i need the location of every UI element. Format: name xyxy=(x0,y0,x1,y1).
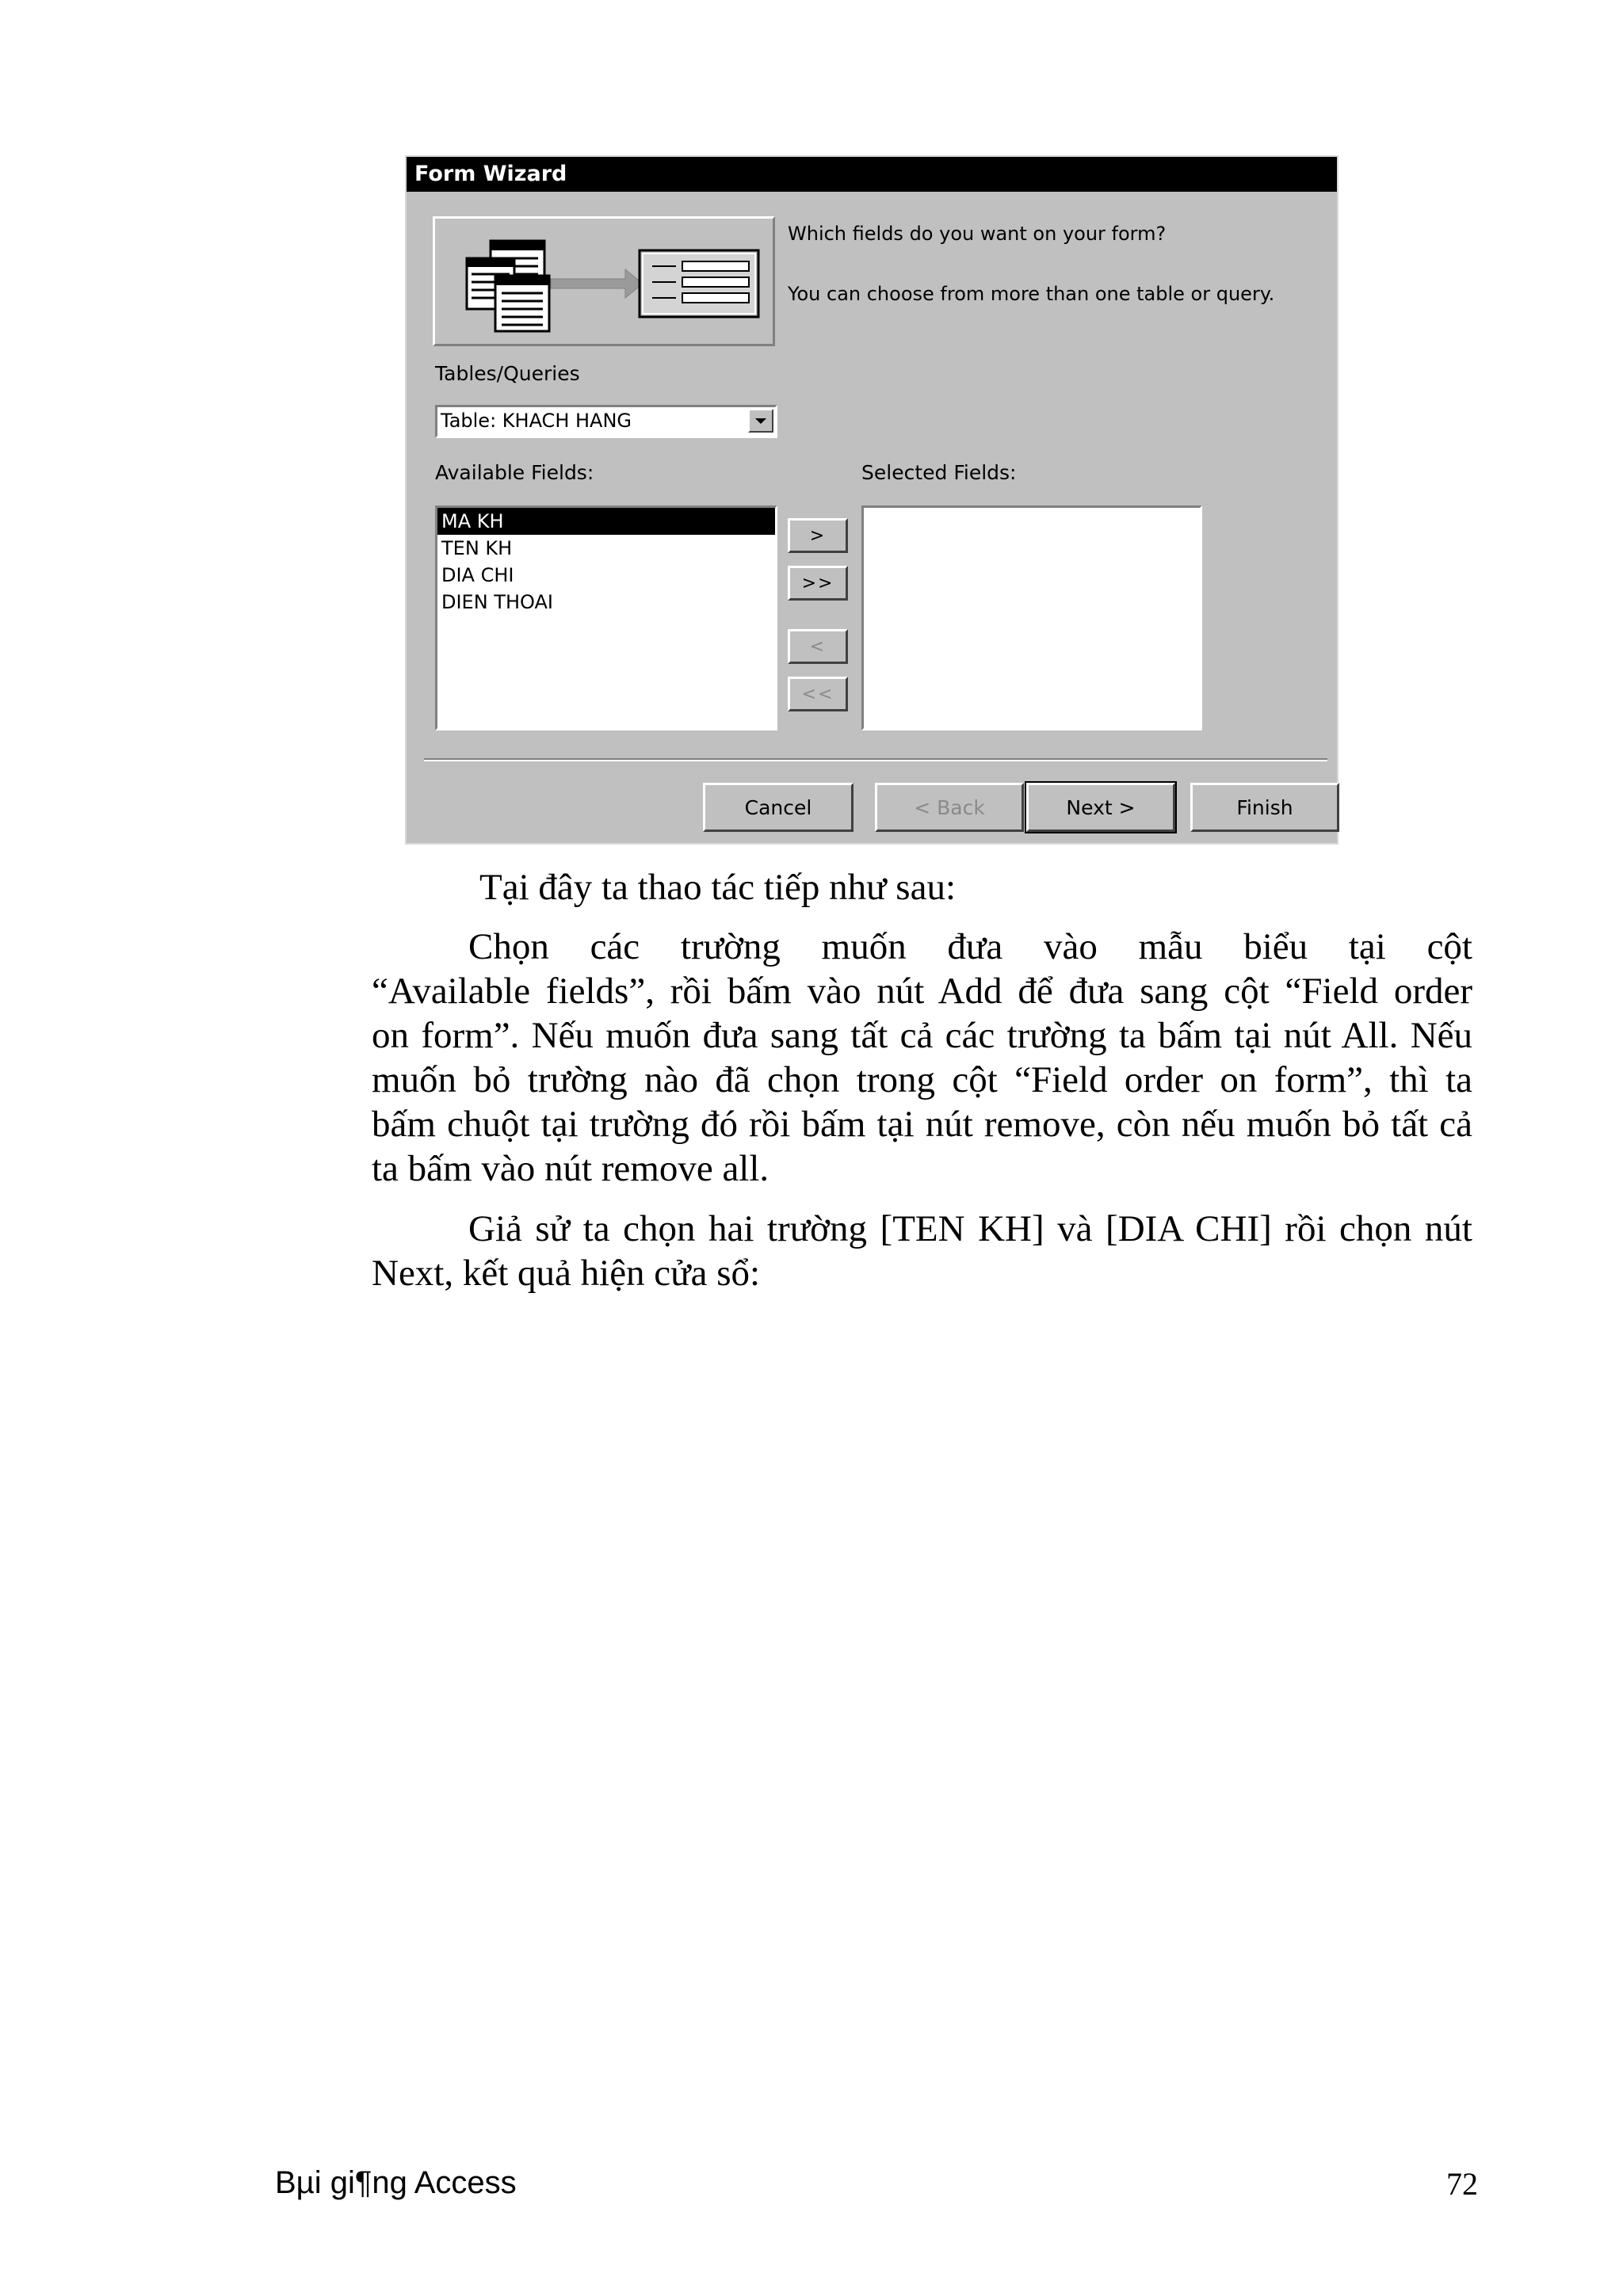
list-item-dia-chi[interactable]: DIA CHI xyxy=(441,564,514,586)
footer-title: Bµi gi¶ng Access xyxy=(275,2165,517,2200)
list-item-ten-kh[interactable]: TEN KH xyxy=(441,537,513,559)
paragraph-line: “Available fields”, rồi bấm vào nút Add để đưa sang cột “Field order xyxy=(372,971,1472,1012)
tables-to-form-icon xyxy=(435,219,773,344)
window-title: Form Wizard xyxy=(407,157,1337,192)
combobox-value: Table: KHACH HANG xyxy=(441,410,632,432)
tables-queries-combobox[interactable] xyxy=(435,405,777,438)
add-field-button[interactable]: > xyxy=(788,518,848,553)
back-button[interactable]: < Back xyxy=(875,783,1024,832)
tables-queries-label: Tables/Queries xyxy=(435,362,580,385)
button-separator xyxy=(424,758,1327,761)
available-fields-list[interactable] xyxy=(435,505,777,730)
finish-button[interactable]: Finish xyxy=(1190,783,1339,832)
list-item-ma-kh[interactable]: MA KH xyxy=(437,508,775,535)
paragraph-line: Giả sử ta chọn hai trường [TEN KH] và [DIA CHI] rồi chọn nút xyxy=(468,1208,1472,1249)
selected-fields-label: Selected Fields: xyxy=(861,461,1017,484)
wizard-prompt-question: Which fields do you want on your form? xyxy=(788,223,1167,245)
paragraph-line: on form”. Nếu muốn đưa sang tất cả các trường ta bấm tại nút All. Nếu xyxy=(372,1015,1472,1056)
wizard-illustration xyxy=(433,216,775,346)
intro-paragraph: Tại đây ta thao tác tiếp như sau: xyxy=(479,867,957,908)
paragraph-line: Next, kết quả hiện cửa sổ: xyxy=(372,1253,761,1294)
cancel-button[interactable]: Cancel xyxy=(703,783,854,832)
paragraph-line: bấm chuột tại trường đó rồi bấm tại nút remove, còn nếu muốn bỏ tất cả xyxy=(372,1104,1472,1145)
paragraph-line: Chọn các trường muốn đưa vào mẫu biểu tại cột xyxy=(468,926,1472,967)
dropdown-arrow-icon[interactable] xyxy=(748,409,773,433)
wizard-prompt-hint: You can choose from more than one table or query. xyxy=(788,283,1275,305)
page-number: 72 xyxy=(1446,2166,1478,2202)
list-item-dien-thoai[interactable]: DIEN THOAI xyxy=(441,591,553,613)
form-wizard-window xyxy=(405,155,1338,845)
selected-fields-list[interactable] xyxy=(861,505,1202,730)
next-button[interactable]: Next > xyxy=(1026,783,1175,832)
remove-all-fields-button[interactable]: << xyxy=(788,677,848,711)
remove-field-button[interactable]: < xyxy=(788,629,848,664)
paragraph-line: muốn bỏ trường nào đã chọn trong cột “Field order on form”, thì ta xyxy=(372,1059,1472,1100)
available-fields-label: Available Fields: xyxy=(435,461,594,484)
paragraph-line: ta bấm vào nút remove all. xyxy=(372,1148,769,1189)
add-all-fields-button[interactable]: >> xyxy=(788,566,848,601)
